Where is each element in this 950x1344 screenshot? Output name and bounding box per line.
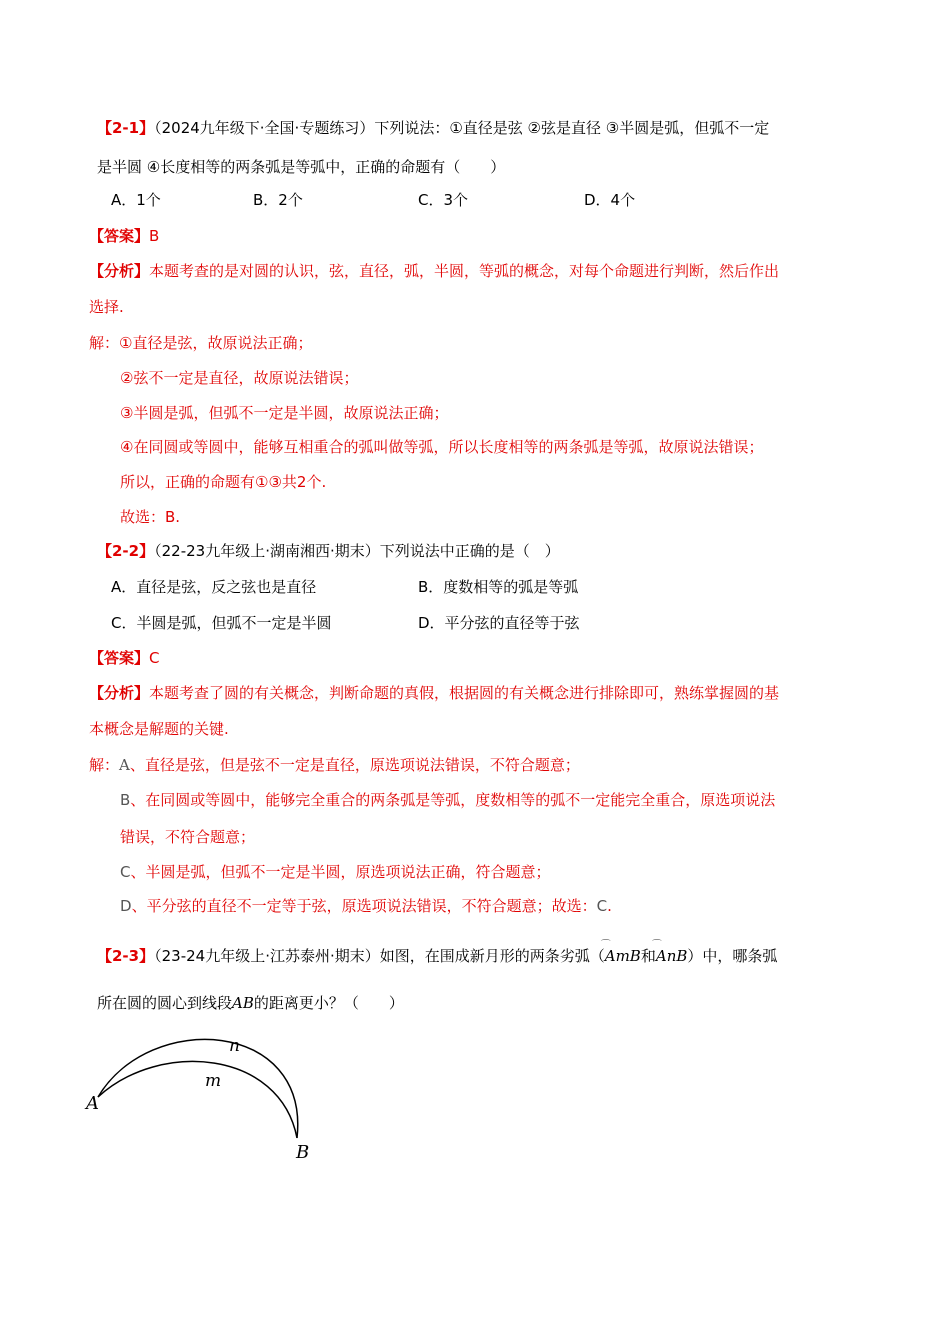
q1-source: （2024九年级下·全国·专题练习） xyxy=(154,119,375,137)
q2-solution-b2: 错误，不符合题意； xyxy=(120,828,256,846)
q2-sol-c-letter: C xyxy=(120,863,131,881)
q1-analysis-line1 xyxy=(89,261,779,281)
q2-tag: 【2-2】 xyxy=(97,542,155,560)
q1-stem-a: 下列说法：①直径是弦 ②弦是直径 ③半圆是弧，但弧不一定 xyxy=(374,119,770,137)
q1-tag: 【2-1】 xyxy=(97,119,155,137)
q1-stem-line1 xyxy=(97,118,769,138)
q3-crescent-figure xyxy=(0,1020,950,1220)
q1-analysis-label: 【分析】 xyxy=(89,262,150,280)
q2-sol-prefix: 解： xyxy=(89,756,120,774)
q2-sol-d-end: . xyxy=(607,897,612,915)
q2-sol-b-letter: B xyxy=(120,791,131,809)
label-n: n xyxy=(229,1036,240,1056)
q1-answer xyxy=(89,226,159,246)
q2-analysis-a: 本题考查了圆的有关概念，判断命题的真假，根据圆的有关概念进行排除即可，熟练掌握圆的基 xyxy=(149,684,780,702)
q2-source: （22-23九年级上·湖南湘西·期末） xyxy=(154,542,380,560)
q3-stem-line1 xyxy=(97,940,778,966)
q1-solution-line2: ②弦不一定是直径，故原说法错误； xyxy=(120,369,359,387)
q1-option-d: D．4个 xyxy=(584,191,636,209)
q2-analysis-line2: 本概念是解题的关键. xyxy=(89,720,229,738)
q3-arc-amb: ⌒ AmB xyxy=(600,940,641,965)
q1-solution-line6: 故选：B. xyxy=(120,508,181,526)
q2-analysis-label: 【分析】 xyxy=(89,684,150,702)
q1-option-b: B．2个 xyxy=(253,191,303,209)
q2-sol-a: 、直径是弦，但是弦不一定是直径，原选项说法错误，不符合题意； xyxy=(129,756,580,774)
q3-stem-b1: 所在圆的圆心到线段 xyxy=(97,994,233,1012)
q1-solution-line1: 解：①直径是弦，故原说法正确； xyxy=(89,334,313,352)
label-a: A xyxy=(86,1093,99,1114)
q2-solution-a xyxy=(89,755,580,775)
q3-stem-a1: 如图，在围成新月形的两条劣弧（ xyxy=(379,947,605,965)
q2-option-a: A．直径是弦，反之弦也是直径 xyxy=(111,578,317,596)
q2-sol-d-letter: D xyxy=(120,897,132,915)
q1-option-c: C．3个 xyxy=(418,191,469,209)
q1-analysis-a: 本题考查的是对圆的认识，弦，直径，弧，半圆，等弧的概念，对每个命题进行判断，然后作出 xyxy=(149,262,780,280)
q3-stem-b2: 的距离更小？（ ） xyxy=(253,994,404,1012)
q2-answer-label: 【答案】 xyxy=(89,649,150,667)
q2-option-b: B．度数相等的弧是等弧 xyxy=(418,578,579,596)
q2-answer-value: C xyxy=(149,649,160,667)
q3-stem-and: 和 xyxy=(640,947,656,965)
q2-sol-b1: 、在同圆或等圆中，能够完全重合的两条弧是等弧，度数相等的弧不一定能完全重合，原选项说法 xyxy=(130,791,776,809)
arc-n xyxy=(98,1039,298,1138)
q3-source: （23-24九年级上·江苏泰州·期末） xyxy=(154,947,380,965)
q3-stem-a2: ）中，哪条弧 xyxy=(687,947,778,965)
q2-solution-d xyxy=(120,896,612,916)
q3-arc-anb: ⌒ AnB xyxy=(651,940,688,965)
q1-solution-line4: ④在同圆或等圆中，能够互相重合的弧叫做等弧，所以长度相等的两条弧是等弧，故原说法错误； xyxy=(120,438,764,456)
q1-solution-line3: ③半圆是弧，但弧不一定是半圆，故原说法正确； xyxy=(120,404,449,422)
q2-option-d: D．平分弦的直径等于弦 xyxy=(418,614,580,632)
q3-segment-ab: AB xyxy=(232,994,254,1012)
q2-sol-a-letter: A xyxy=(119,756,130,774)
q2-solution-c xyxy=(120,862,551,882)
q2-sol-c: 、半圆是弧，但弧不一定是半圆，原选项说法正确，符合题意； xyxy=(130,863,551,881)
q2-answer xyxy=(89,648,160,668)
q2-analysis-line1 xyxy=(89,683,779,703)
q1-option-a: A．1个 xyxy=(111,191,161,209)
q2-solution-b1 xyxy=(120,790,775,810)
q1-answer-value: B xyxy=(149,227,160,245)
q2-stem xyxy=(97,541,560,561)
q1-analysis-line2: 选择. xyxy=(89,298,124,316)
q1-solution-line5: 所以，正确的命题有①③共2个. xyxy=(120,473,327,491)
label-m: m xyxy=(205,1071,222,1091)
q2-option-c: C．半圆是弧，但弧不一定是半圆 xyxy=(111,614,332,632)
q1-stem-line2: 是半圆 ④长度相等的两条弧是等弧中，正确的命题有（ ） xyxy=(97,158,506,176)
arc-m xyxy=(98,1061,297,1138)
q1-answer-label: 【答案】 xyxy=(89,227,150,245)
q2-sol-d-answer: C xyxy=(596,897,608,915)
q3-stem-line2 xyxy=(97,993,404,1013)
q3-tag: 【2-3】 xyxy=(97,947,155,965)
q2-stem-text: 下列说法中正确的是（ ） xyxy=(379,542,560,560)
q2-sol-d: 、平分弦的直径不一定等于弦，原选项说法错误，不符合题意；故选： xyxy=(131,897,597,915)
label-b: B xyxy=(296,1142,310,1163)
